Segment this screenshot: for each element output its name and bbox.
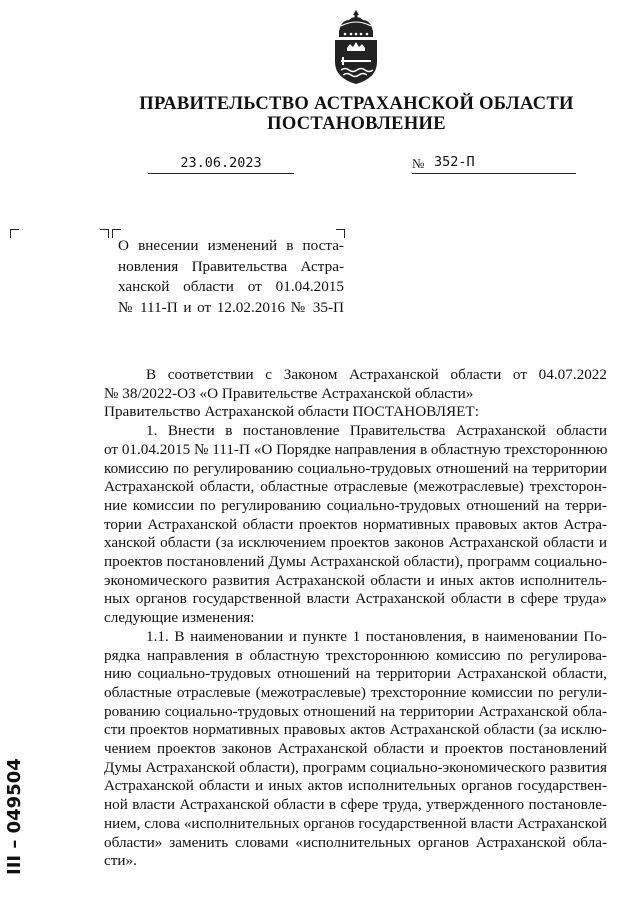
subject-line: № 111-П и от 12.02.2016 № 35-П xyxy=(118,298,344,316)
document-number-field xyxy=(412,154,576,174)
body-line: областные отраслевые (межотраслевые) трехсторонние комиссии по регули- xyxy=(104,683,607,701)
document-body xyxy=(104,366,607,871)
body-line: № 38/2022-ОЗ «О Правительстве Астраханской области» xyxy=(104,384,474,402)
body-line: ханской области (за исключением проектов законов Астраханской области и xyxy=(104,534,607,552)
body-paragraph-item-1 xyxy=(104,422,607,628)
body-line: области» заменить словами «исполнительных органов Астраханской обла- xyxy=(104,833,607,851)
body-line: ние комиссии по регулированию социально-трудовых отношений на терри- xyxy=(104,496,607,514)
corner-mark-left xyxy=(10,229,19,238)
side-serial-stamp: III – 049504 xyxy=(4,758,25,875)
body-line: рядка направления в областную трехстороннюю комиссию по регулирова- xyxy=(104,646,607,664)
body-line: от 01.04.2015 № 111-П «О Порядке направления в областную трехстороннюю xyxy=(104,440,608,458)
body-line: нию социально-трудовых отношений на территории Астраханской области, xyxy=(104,665,607,683)
document-date-field xyxy=(148,154,294,174)
organization-title: ПРАВИТЕЛЬСТВО АСТРАХАНСКОЙ ОБЛАСТИ xyxy=(139,94,574,114)
document-number: 352-П xyxy=(434,154,475,170)
body-line: ной власти Астраханской области в сфере труда, утвержденного постановле- xyxy=(104,796,607,814)
body-line: Правительство Астраханской области ПОСТАНОВЛЯЕТ: xyxy=(104,403,479,421)
body-line: нием, слова «исполнительных органов государственной власти Астраханской xyxy=(104,814,607,832)
body-line: Астраханской области, областные отраслевые (межотраслевые) трехсторон- xyxy=(104,478,607,496)
body-line: рованию социально-трудовых отношений на территории Астраханской обла- xyxy=(104,702,607,720)
subject-line: О внесении изменений в поста- xyxy=(118,237,344,254)
body-paragraph-preamble xyxy=(104,366,607,422)
body-paragraph-item-1-1 xyxy=(104,628,607,871)
body-line: сти проектов нормативных правовых актов Астраханской области (за исклю- xyxy=(104,721,607,739)
body-line: В соответствии с Законом Астраханской области от 04.07.2022 xyxy=(146,366,607,383)
body-line: тории Астраханской области проектов нормативных правовых актов Астра- xyxy=(104,515,607,533)
body-line: 1.1. В наименовании и пункте 1 постановления, в наименовании По- xyxy=(146,627,607,645)
document-date: 23.06.2023 xyxy=(180,155,262,171)
body-line: чением проектов законов Астраханской области и проектов постановлений xyxy=(104,740,607,758)
corner-mark-left-end xyxy=(100,229,109,238)
body-line: Астраханской области и иных актов исполнительных органов государствен- xyxy=(104,777,607,795)
document-subject xyxy=(118,236,344,318)
coat-of-arms-icon xyxy=(327,8,385,86)
document-type-title: ПОСТАНОВЛЕНИЕ xyxy=(267,114,446,134)
body-line: проектов постановлений Думы Астраханской области), программ социально- xyxy=(104,553,607,571)
body-line: сти». xyxy=(104,852,137,870)
body-line: следующие изменения: xyxy=(104,609,255,627)
number-sign: № xyxy=(412,156,425,171)
subject-line: новления Правительства Астра- xyxy=(118,257,344,275)
body-line: 1. Внести в постановление Правительства Астраханской области xyxy=(146,422,607,440)
body-line: комиссию по регулированию социально-трудовых отношений на территории xyxy=(104,459,607,477)
body-line: экономического развития Астраханской области и иных актов исполнитель- xyxy=(104,571,607,589)
subject-line: ханской области от 01.04.2015 xyxy=(118,278,344,295)
body-line: Думы Астраханской области), программ социально-экономического развития xyxy=(104,758,607,776)
body-line: ных органов государственной власти Астраханской области в сфере труда» xyxy=(104,590,607,608)
